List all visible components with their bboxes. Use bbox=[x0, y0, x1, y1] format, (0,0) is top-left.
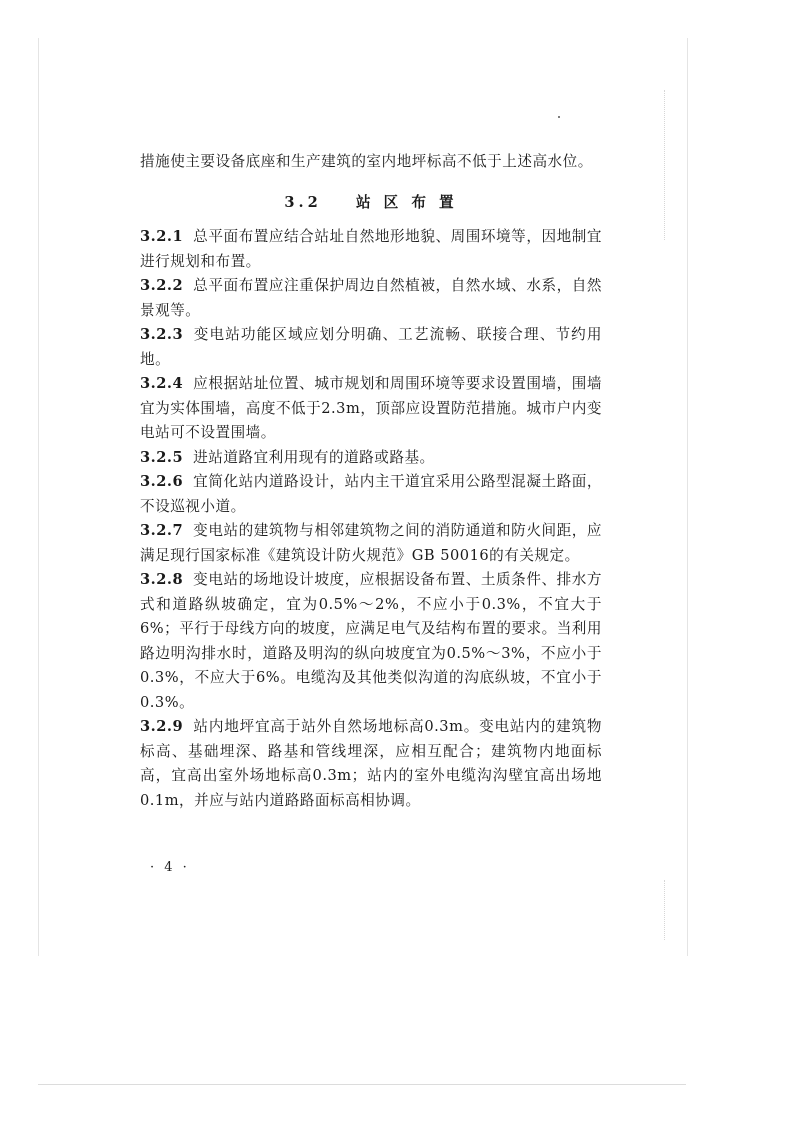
clause-3-2-4 bbox=[140, 372, 602, 446]
section-number: 3.2 bbox=[284, 193, 322, 211]
section-heading bbox=[140, 191, 602, 216]
clause-3-2-6 bbox=[140, 470, 602, 519]
clause-text: 宜简化站内道路设计，站内主干道宜采用公路型混凝土路面，不设巡视小道。 bbox=[140, 473, 602, 515]
clause-number: 3.2.1 bbox=[140, 228, 184, 245]
intro-paragraph: 措施使主要设备底座和生产建筑的室内地坪标高不低于上述高水位。 bbox=[140, 153, 593, 170]
clause-text: 总平面布置应结合站址自然地形地貌、周围环境等，因地制宜进行规划和布置。 bbox=[140, 228, 602, 270]
clause-number: 3.2.4 bbox=[140, 375, 184, 392]
clause-text: 总平面布置应注重保护周边自然植被，自然水域、水系，自然景观等。 bbox=[140, 277, 602, 319]
bottom-rule bbox=[38, 1084, 686, 1085]
section-title: 站 区 布 置 bbox=[355, 193, 458, 211]
clause-number: 3.2.5 bbox=[140, 448, 184, 466]
clause-3-2-7 bbox=[140, 519, 602, 568]
clause-text: 进站道路宜利用现有的道路或路基。 bbox=[193, 448, 435, 466]
clause-3-2-1 bbox=[140, 225, 602, 274]
clause-number: 3.2.8 bbox=[140, 571, 184, 588]
scan-speckle bbox=[664, 880, 666, 940]
page-number: · 4 · bbox=[150, 860, 190, 875]
clause-text: 变电站功能区域应划分明确、工艺流畅、联接合理、节约用地。 bbox=[140, 326, 602, 368]
clause-3-2-2 bbox=[140, 274, 602, 323]
clause-number: 3.2.9 bbox=[140, 718, 184, 735]
clause-number: 3.2.6 bbox=[140, 473, 184, 490]
clause-3-2-5 bbox=[140, 446, 602, 471]
clause-3-2-3 bbox=[140, 323, 602, 372]
clause-text: 站内地坪宜高于站外自然场地标高0.3m。变电站内的建筑物标高、基础埋深、路基和管线埋深，应相互配合；建筑物内地面标高，宜高出室外场地标高0.3m；站内的室外电缆沟沟壁宜高出场地0.1m，并应与站内道路路面标高相协调。 bbox=[140, 718, 602, 809]
document-body bbox=[140, 150, 602, 813]
clause-text: 变电站的场地设计坡度，应根据设备布置、土质条件、排水方式和道路纵坡确定，宜为0.5%～2%，不应小于0.3%，不宜大于6%；平行于母线方向的坡度，应满足电气及结构布置的要求。当利用路边明沟排水时，道路及明沟的纵向坡度宜为0.5%～3%，不应小于0.3%，不应大于6%。电缆沟及其他类似沟道的沟底纵坡，不宜小于0.3%。 bbox=[140, 571, 602, 711]
clause-text: 应根据站址位置、城市规划和周围环境等要求设置围墙，围墙宜为实体围墙，高度不低于2.3m，顶部应设置防范措施。城市户内变电站可不设置围墙。 bbox=[140, 375, 602, 441]
scan-dot bbox=[558, 116, 560, 118]
clause-number: 3.2.2 bbox=[140, 277, 184, 294]
scan-speckle bbox=[664, 90, 666, 240]
clause-3-2-8 bbox=[140, 568, 602, 715]
clause-number: 3.2.3 bbox=[140, 326, 184, 343]
clause-text: 变电站的建筑物与相邻建筑物之间的消防通道和防火间距，应满足现行国家标准《建筑设计防火规范》GB 50016的有关规定。 bbox=[140, 522, 602, 564]
clause-3-2-9 bbox=[140, 715, 602, 813]
clause-number: 3.2.7 bbox=[140, 522, 184, 539]
